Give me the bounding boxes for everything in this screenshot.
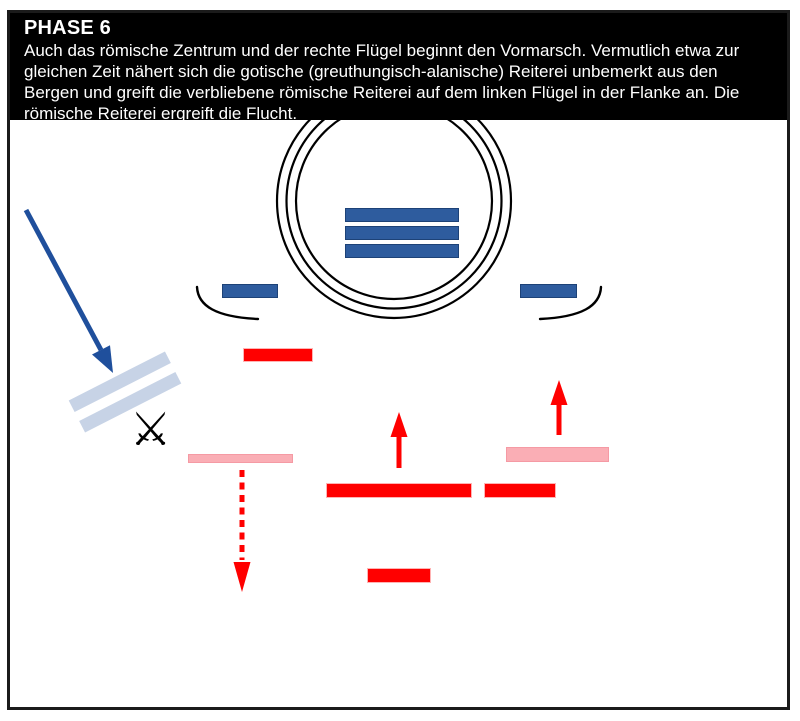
roman-advance-arrow-center-head <box>391 412 408 437</box>
phase-description-line-4: römische Reiterei ergreift die Flucht. <box>24 104 298 123</box>
phase-description-line-1: Auch das römische Zentrum und der rechte Flügel beginnt den Vormarsch. Vermutlich etwa zur <box>24 41 740 60</box>
roman-cavalry-retreat-arrow <box>234 470 251 592</box>
gothic-cavalry-attack-arrow-head <box>92 345 113 373</box>
roman-advance-arrow-right-head <box>551 380 568 405</box>
phase-header <box>7 10 790 123</box>
roman-advance-arrow-right <box>551 380 568 435</box>
roman-cavalry-retreat-arrow-head <box>234 562 251 592</box>
gothic-cavalry-attack-arrow <box>26 210 113 373</box>
phase-description-line-3: Bergen und greift die verbliebene römische Reiterei auf dem linken Flügel in der Flanke an. Die <box>24 83 740 102</box>
roman-advance-arrow-center <box>391 412 408 468</box>
phase-description-line-2: gleichen Zeit nähert sich die gotische (greuthungisch-alanische) Reiterei unbemerkt aus den <box>24 62 718 81</box>
crossed-swords-icon: ⚔ <box>130 402 172 456</box>
phase-description <box>24 40 774 124</box>
phase-title: PHASE 6 <box>24 17 111 39</box>
gothic-cavalry-attack-arrow-shaft <box>26 210 101 350</box>
